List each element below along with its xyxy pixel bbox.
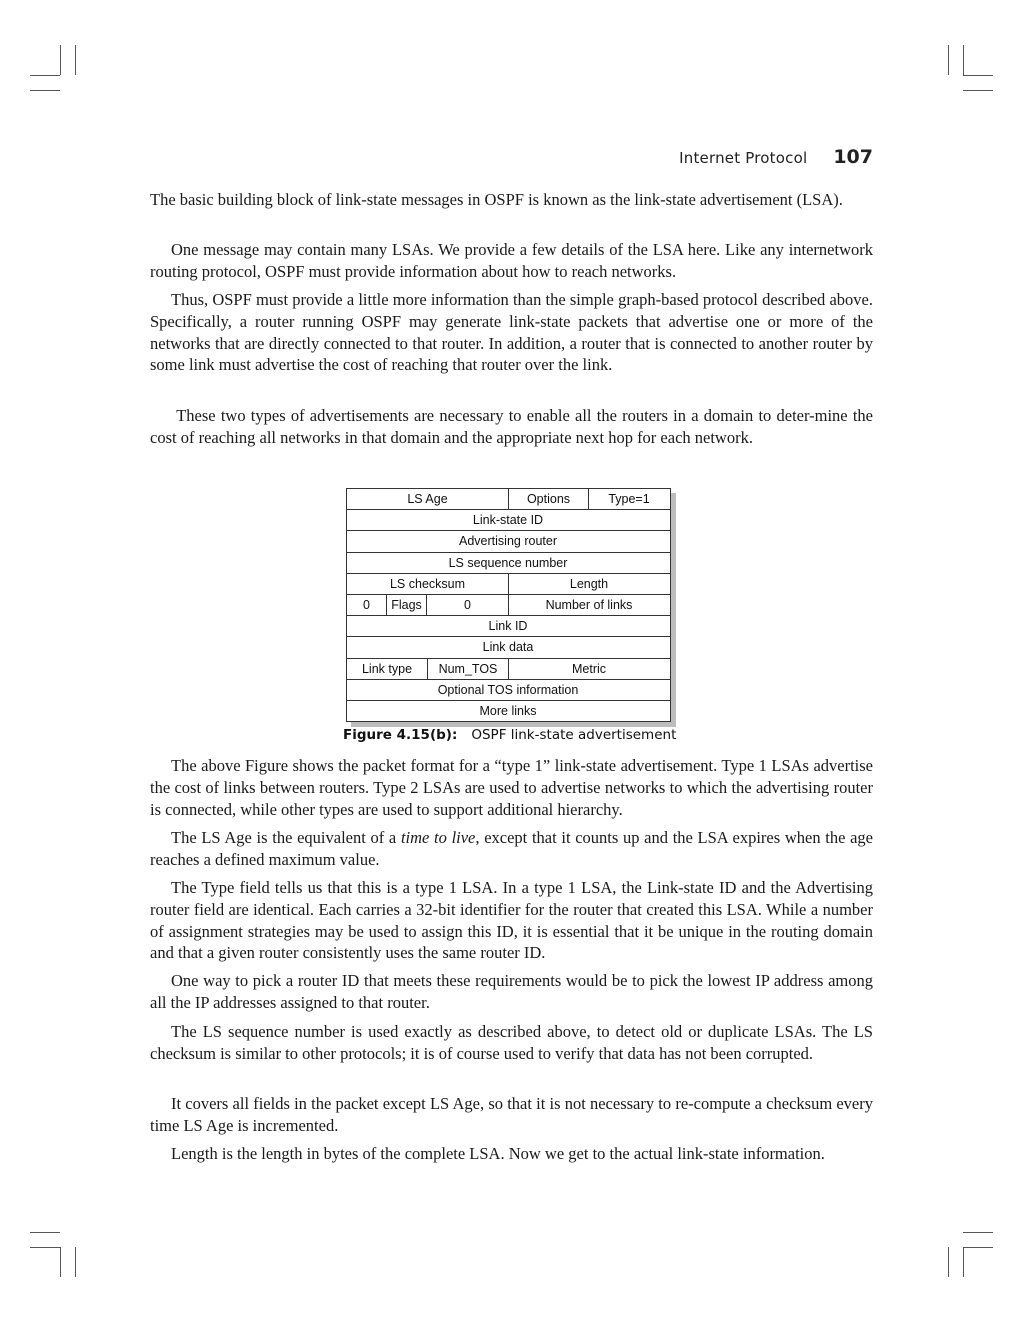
lsa-row [347, 553, 670, 574]
lsa-field: Num_TOS [428, 659, 509, 679]
paragraph-italic-text: time to live [400, 828, 476, 847]
paragraph: The Type field tells us that this is a type 1 LSA. In a type 1 LSA, the Link-state ID and the Advertising router field are identical. Each carries a 32-bit identifier for the router that created this LSA. While a number of assignment strategies may be used to assign this ID, it is essential that it be unique in the routing domain and that a given router consistently uses the same router ID. [150, 878, 873, 963]
crop-mark [963, 1232, 993, 1233]
paragraph [150, 827, 873, 871]
page-number: 107 [833, 146, 873, 168]
crop-mark [963, 45, 964, 75]
crop-mark [30, 90, 60, 91]
lsa-field: Type=1 [608, 492, 650, 507]
lsa-figure [346, 488, 671, 722]
lsa-row [347, 637, 670, 658]
lsa-field: Number of links [545, 598, 633, 613]
crop-mark [963, 90, 993, 91]
lsa-field: 0 [347, 595, 387, 615]
lsa-row [347, 595, 670, 616]
lsa-field: Optional TOS information [437, 682, 579, 697]
lsa-row [347, 531, 670, 552]
lsa-row [347, 574, 670, 595]
paragraph: One way to pick a router ID that meets these requirements would be to pick the lowest IP address among all the IP addresses assigned to that router. [150, 971, 873, 1012]
lsa-row [347, 489, 670, 510]
lsa-field: Link data [482, 640, 534, 655]
lsa-field: LS Age [347, 489, 509, 509]
lsa-field: Length [569, 576, 609, 591]
paragraph: The above Figure shows the packet format for a “type 1” link-state advertisement. Type 1 LSAs advertise the cost of links between routers. Type 2 LSAs are used to advertise networks to which the advertising router is connected, while other types are used to support additional hierarchy. [150, 756, 873, 819]
crop-mark [30, 1232, 60, 1233]
crop-mark [963, 1247, 993, 1248]
figure-caption-text: OSPF link-state advertisement [471, 727, 677, 743]
paragraph-text: , except that it counts up and the LSA expires when the age reaches a defined maximum value. [150, 828, 873, 869]
crop-mark [948, 45, 949, 75]
paragraph: It covers all fields in the packet except LS Age, so that it is not necessary to re-compute a checksum every time LS Age is incremented. [150, 1094, 873, 1135]
lsa-packet-format-table [346, 488, 671, 722]
crop-mark [948, 1247, 949, 1277]
paragraph: The basic building block of link-state messages in OSPF is known as the link-state advertisement (LSA). [150, 190, 843, 209]
lsa-field: Link type [347, 659, 428, 679]
lsa-field: 0 [427, 595, 509, 615]
lsa-field: Advertising router [459, 534, 557, 549]
crop-mark [75, 45, 76, 75]
lsa-row [347, 616, 670, 637]
crop-mark [60, 1247, 61, 1277]
paragraph-text: The LS Age is the equivalent of a [171, 828, 401, 847]
figure-caption [343, 727, 743, 743]
lsa-field: LS checksum [347, 574, 509, 594]
lsa-row [347, 659, 670, 680]
lsa-field: More links [479, 703, 537, 718]
lsa-field: Options [509, 489, 589, 509]
crop-mark [30, 1247, 60, 1248]
lsa-row [347, 701, 670, 721]
crop-mark [963, 1247, 964, 1277]
paragraph: Length is the length in bytes of the complete LSA. Now we get to the actual link-state information. [171, 1144, 825, 1163]
crop-mark [963, 75, 993, 76]
paragraph: Thus, OSPF must provide a little more information than the simple graph-based protocol described above. Specifically, a router running OSPF may generate link-state packets that advertise one or more of the networks that are directly connected to that router. In addition, a router that is connected to another router by some link must advertise the cost of reaching that router over the link. [150, 290, 873, 375]
lsa-field: Metric [571, 661, 607, 676]
lsa-row [347, 510, 670, 531]
crop-mark [30, 75, 60, 76]
paragraph: The LS sequence number is used exactly as described above, to detect old or duplicate LSAs. The LS checksum is similar to other protocols; it is of course used to verify that data has not been corrupted. [150, 1022, 873, 1063]
paragraph: These two types of advertisements are necessary to enable all the routers in a domain to deter-mine the cost of reaching all networks in that domain and the appropriate next hop for each network. [150, 406, 878, 447]
lsa-field: Flags [387, 595, 427, 615]
lsa-field: LS sequence number [448, 555, 568, 570]
running-header [150, 146, 873, 172]
lsa-row [347, 680, 670, 701]
lsa-field: Link ID [488, 619, 528, 634]
crop-mark [75, 1247, 76, 1277]
paragraph: One message may contain many LSAs. We provide a few details of the LSA here. Like any internetwork routing protocol, OSPF must provide information about how to reach networks. [150, 240, 873, 281]
running-title: Internet Protocol [679, 149, 808, 167]
crop-mark [60, 45, 61, 75]
figure-caption-label: Figure 4.15(b): [343, 727, 458, 743]
lsa-field: Link-state ID [472, 513, 544, 528]
